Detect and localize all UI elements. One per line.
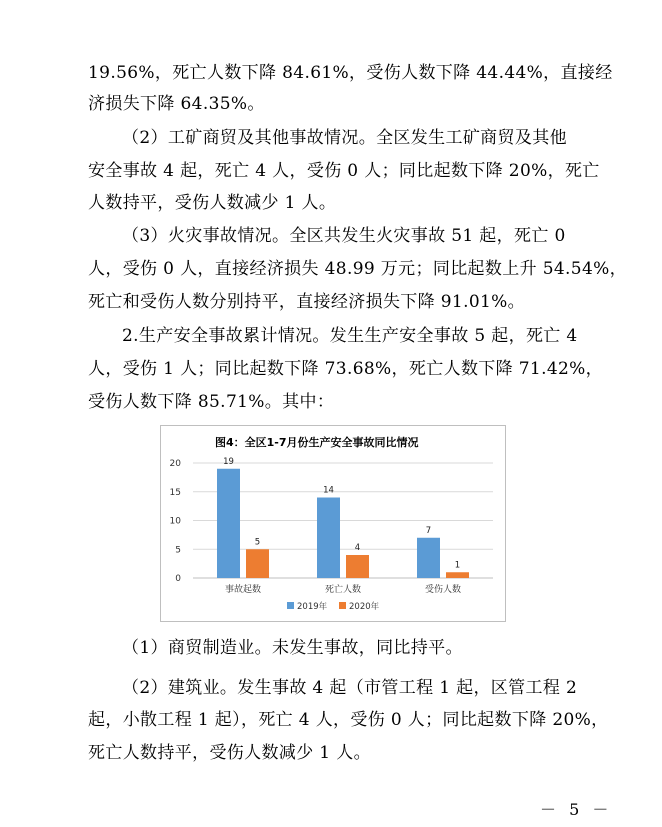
paragraph-line: （3）火灾事故情况。全区共发生火灾事故 51 起，死亡 0 [122,226,566,246]
data-label: 1 [454,560,461,571]
y-tick-label: 0 [175,574,181,584]
bar-2020年-事故起数 [246,549,269,578]
bar-2020年-死亡人数 [346,555,369,578]
paragraph-line: 人数持平，受伤人数减少 1 人。 [88,193,337,213]
y-tick-label: 20 [169,459,181,469]
page-number: － 5 － [540,800,613,819]
chart-title: 图4：全区1-7月份生产安全事故同比情况 [215,436,419,449]
paragraph-line: 2.生产安全事故累计情况。发生生产安全事故 5 起，死亡 4 [122,326,578,346]
x-tick-label: 受伤人数 [424,585,462,595]
bar-2019年-死亡人数 [317,498,340,579]
paragraph-line: 受伤人数下降 85.71%。其中： [88,392,335,412]
x-axis-ticks [225,583,461,595]
paragraph-line: 济损失下降 64.35%。 [88,94,265,114]
paragraph-line: 人，受伤 1 人；同比起数下降 73.68%，死亡人数下降 71.42%， [88,359,604,379]
bars [217,469,469,578]
bar-2020年-受伤人数 [446,572,469,578]
y-tick-label: 10 [169,516,181,527]
data-label: 4 [354,543,361,553]
paragraph-line: （2）建筑业。发生事故 4 起（市管工程 1 起，区管工程 2 [122,678,578,698]
paragraph-line: 死亡和受伤人数分别持平，直接经济损失下降 91.01%。 [88,292,526,312]
legend-swatch [339,602,346,609]
y-axis-ticks [170,459,182,584]
bar-2019年-受伤人数 [417,538,440,578]
legend-label: 2020年 [349,602,380,612]
chart-canvas [161,426,505,621]
paragraph-line: 19.56%，死亡人数下降 84.61%，受伤人数下降 44.44%，直接经 [88,63,613,83]
legend-swatch [287,602,294,609]
legend [287,601,380,612]
y-tick-label: 5 [175,545,181,556]
y-tick-label: 15 [169,487,181,498]
paragraph-line: 人，受伤 0 人，直接经济损失 48.99 万元；同比起数上升 54.54%， [88,259,627,279]
legend-label: 2019年 [297,602,328,612]
paragraph-line: 起，小散工程 1 起），死亡 4 人，受伤 0 人；同比起数下降 20%， [88,710,609,730]
paragraph-line: （2）工矿商贸及其他事故情况。全区发生工矿商贸及其他 [122,128,567,148]
data-label: 5 [254,537,261,548]
paragraph-line: （1）商贸制造业。未发生事故，同比持平。 [122,638,463,658]
paragraph-line: 死亡人数持平，受伤人数减少 1 人。 [88,743,371,763]
paragraph-line: 安全事故 4 起，死亡 4 人，受伤 0 人；同比起数下降 20%，死亡 [88,161,600,181]
data-label: 7 [425,525,432,536]
data-label: 19 [223,456,234,467]
data-label: 14 [323,485,334,496]
bar-chart [160,425,506,622]
bar-2019年-事故起数 [217,469,240,578]
x-tick-label: 事故起数 [224,585,262,595]
x-tick-label: 死亡人数 [324,585,362,595]
